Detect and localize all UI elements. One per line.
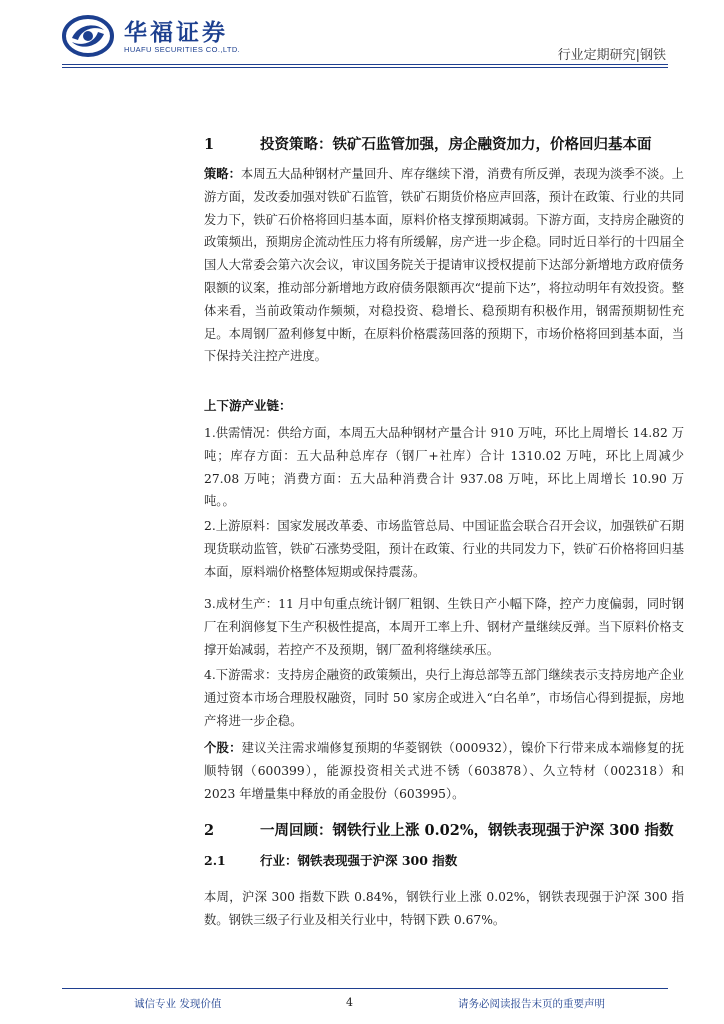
section-2-1-number: 2.1 <box>204 853 226 868</box>
supply-demand-paragraph: 1.供需情况：供给方面，本周五大品种钢材产量合计 910 万吨，环比上周增长 14.82 万吨；库存方面：五大品种总库存（钢厂+社库）合计 1310.02 万吨，环比上周减少 27.08 万吨；消费方面：五大品种消费合计 937.08 万吨，环比上周增长 10.90 万吨。。 <box>204 426 684 509</box>
header-divider <box>62 64 668 65</box>
header-divider-thin <box>62 67 668 68</box>
upstream-paragraph: 2.上游原料：国家发展改革委、市场监管总局、中国证监会联合召开会议，加强铁矿石期现货联动监管，铁矿石涨势受阻，预计在政策、行业的共同发力下，铁矿石价格将回归基本面，原料端价格整体短期或保持震荡。 <box>204 519 684 579</box>
section-2-1-heading <box>204 851 457 869</box>
company-logo <box>62 12 252 62</box>
page-number: 4 <box>346 996 353 1009</box>
footer-divider <box>62 988 668 989</box>
section-2-1-title: 行业：钢铁表现强于沪深 300 指数 <box>260 853 458 868</box>
section-1-heading <box>204 133 652 154</box>
production-paragraph: 3.成材生产：11 月中旬重点统计钢厂粗钢、生铁日产小幅下降，控产力度偏弱，同时钢厂在利润修复下生产积极性提高，本周开工率上升、钢材产量继续反弹。当下原料价格支撑开始减弱，若控产不及预期，钢厂盈利将继续承压。 <box>204 597 684 657</box>
report-category: 行业定期研究|钢铁 <box>557 48 666 63</box>
weekly-review-paragraph: 本周，沪深 300 指数下跌 0.84%，钢铁行业上涨 0.02%，钢铁表现强于沪深 300 指数。钢铁三级子行业及相关行业中，特钢下跌 0.67%。 <box>204 890 684 927</box>
section-1-title: 投资策略：铁矿石监管加强，房企融资加力，价格回归基本面 <box>260 136 652 153</box>
stock-text: 建议关注需求端修复预期的华菱钢铁（000932），镍价下行带来成本端修复的抚顺特钢（600399），能源投资相关式进不锈（603878）、久立特材（002318）和 2023 年增量集中释放的甬金股份（603995）。 <box>204 741 684 801</box>
section-2-heading <box>204 819 674 840</box>
stock-picks-paragraph <box>204 737 684 805</box>
logo-chinese-name: 华福证券 <box>124 20 228 46</box>
section-2-title: 一周回顾：钢铁行业上涨 0.02%，钢铁表现强于沪深 300 指数 <box>260 822 674 839</box>
footer-disclaimer: 请务必阅读报告末页的重要声明 <box>458 998 605 1010</box>
section-1-number: 1 <box>204 136 215 153</box>
stock-label: 个股： <box>204 740 242 755</box>
strategy-label: 策略： <box>204 166 241 181</box>
downstream-paragraph: 4.下游需求：支持房企融资的政策频出，央行上海总部等五部门继续表示支持房地产企业通过资本市场合理股权融资，同时 50 家房企或进入“白名单”，市场信心得到提振，房地产将进一步企稳。 <box>204 668 684 728</box>
strategy-text: 本周五大品种钢材产量回升、库存继续下滑，消费有所反弹，表现为淡季不淡。上游方面，发改委加强对铁矿石监管，铁矿石期货价格应声回落，预计在政策、行业的共同发力下，铁矿石价格将回归基本面，原料价格支撑预期减弱。下游方面，支持房企融资的政策频出，预期房企流动性压力将有所缓解，房产进一步企稳。同时近日举行的十四届全国人大常委会第六次会议，审议国务院关于提请审议授权提前下达部分新增地方政府债务限额的议案，推动部分新增地方政府债务限额再次“提前下达”，将拉动明年有效投资。整体来看，当前政策动作频频，对稳投资、稳增长、稳预期有积极作用，钢需预期韧性充足。本周钢厂盈利修复中断，在原料价格震荡回落的预期下，市场价格将回到基本面，当下保持关注控产进度。 <box>204 167 684 364</box>
section-2-number: 2 <box>204 822 215 839</box>
strategy-paragraph <box>204 163 684 368</box>
footer-slogan: 诚信专业 发现价值 <box>134 998 222 1010</box>
logo-english-name: HUAFU SECURITIES CO.,LTD. <box>124 45 241 54</box>
huafu-logo-icon <box>62 14 114 58</box>
industry-chain-heading: 上下游产业链： <box>204 398 292 413</box>
